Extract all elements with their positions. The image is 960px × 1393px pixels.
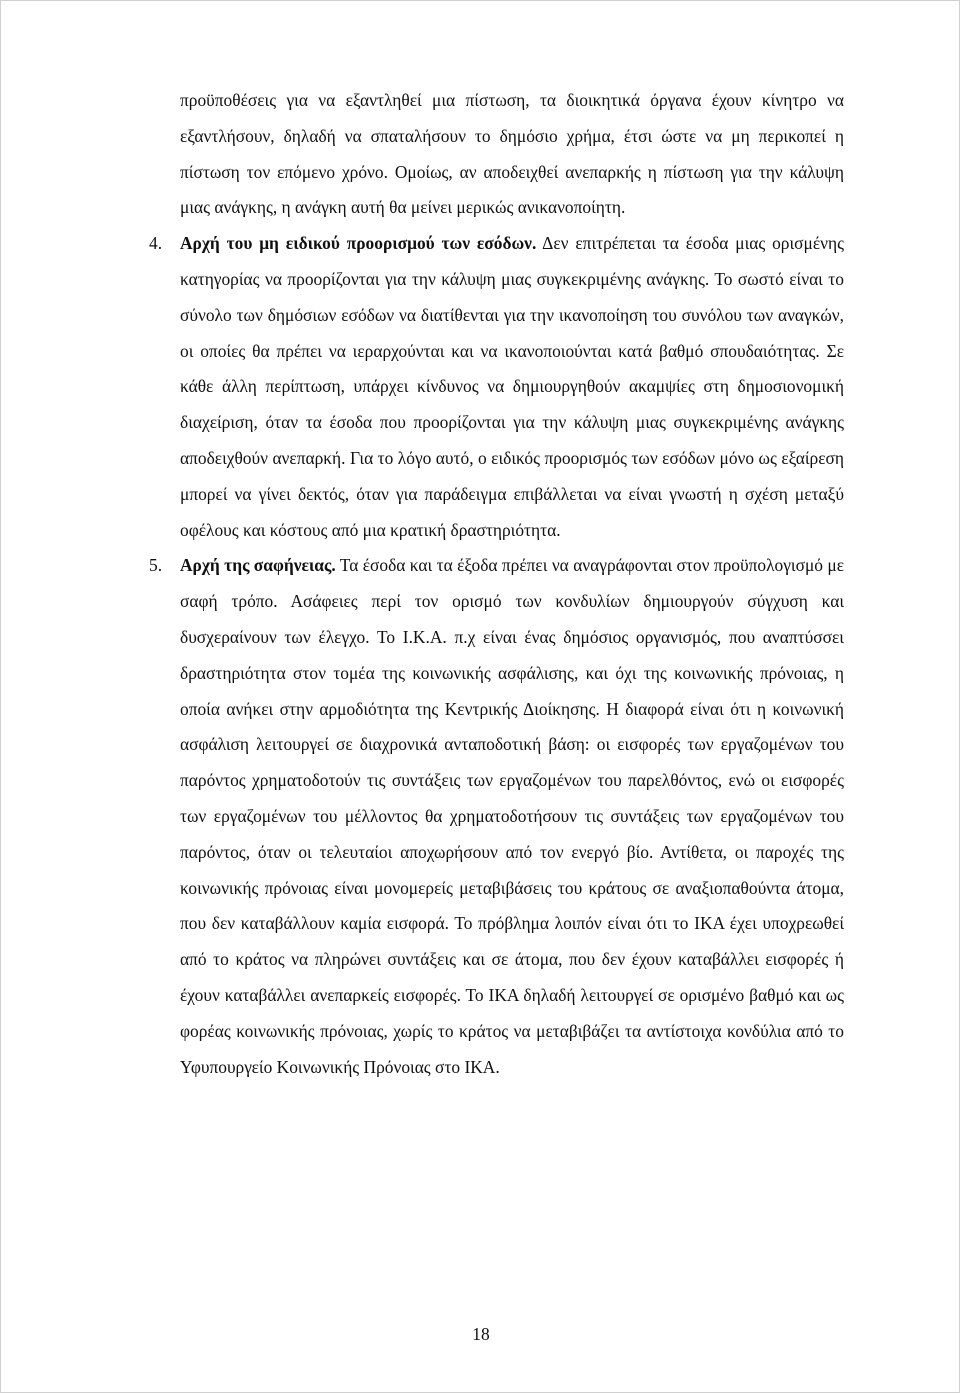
list-item-title: Αρχή της σαφήνειας. [180,555,336,576]
list-item-number: 5. [149,555,163,576]
intro-paragraph: προϋποθέσεις για να εξαντληθεί μια πίστωση, τα διοικητικά όργανα έχουν κίνητρο να εξαντλήσουν, δηλαδή να σπαταλήσουν το δημόσιο χρήμα, έτσι ώστε να μη περικοπεί η πίστωση τον επόμενο χρόνο. Ομοίως, αν αποδειχθεί ανεπαρκής η πίστωση για την κάλυψη μιας ανάγκης, η ανάγκη αυτή θα μείνει μερικώς ανικανοποίητη. [180,90,844,218]
list-item-title: Αρχή του μη ειδικού προορισμού των εσόδων. [180,233,537,254]
page-number: 18 [472,1324,490,1344]
list-item-5 [149,548,844,1085]
list-item-number: 4. [149,233,163,254]
list-item-4 [149,226,844,548]
page-body [149,83,844,1085]
list-item-body: Τα έσοδα και τα έξοδα πρέπει να αναγράφονται στον προϋπολογισμό με σαφή τρόπο. Ασάφειες περί τον ορισμό των κονδυλίων δημιουργούν σύγχυση και δυσχεραίνουν των έλεγχο. Το Ι.Κ.Α. π.χ είναι ένας δημόσιος οργανισμός, που αναπτύσσει δραστηριότητα στον τομέα της κοινωνικής ασφάλισης, και όχι της κοινωνικής πρόνοιας, η οποία ανήκει στην αρμοδιότητα της Κεντρικής Διοίκησης. Η διαφορά είναι ότι η κοινωνική ασφάλιση λειτουργεί σε διαχρονικά ανταποδοτική βάση: οι εισφορές των εργαζομένων του παρόντος χρηματοδοτούν τις συντάξεις των εργαζομένων του παρελθόντος, ενώ οι εισφορές των εργαζομένων του μέλλοντος θα χρηματοδοτήσουν τις συντάξεις των εργαζομένων του παρόντος, όταν οι τελευταίοι αποχωρήσουν από τον ενεργό βίο. Αντίθετα, οι παροχές της κοινωνικής πρόνοιας είναι μονομερείς μεταβιβάσεις του κράτους σε αναξιοπαθούντα άτομα, που δεν καταβάλλουν καμία εισφορά. Το πρόβλημα λοιπόν είναι ότι το ΙΚΑ έχει υποχρεωθεί από το κράτος να πληρώνει συντάξεις και σε άτομα, που δεν έχουν καταβάλλει εισφορές ή έχουν καταβάλλει ανεπαρκείς εισφορές. Το ΙΚΑ δηλαδή λειτουργεί σε ορισμένο βαθμό και ως φορέας κοινωνικής πρόνοιας, χωρίς το κράτος να μεταβιβάζει τα αντίστοιχα κονδύλια από το Υφυπουργείο Κοινωνικής Πρόνοιας στο ΙΚΑ. [180,555,844,1077]
list-item-body: Δεν επιτρέπεται τα έσοδα μιας ορισμένης κατηγορίας να προορίζονται για την κάλυψη μιας συγκεκριμένης ανάγκης. Το σωστό είναι το σύνολο των δημόσιων εσόδων να διατίθενται για την ικανοποίηση του συνόλου των αναγκών, οι οποίες θα πρέπει να ιεραρχούνται και να ικανοποιούνται κατά βαθμό σπουδαιότητας. Σε κάθε άλλη περίπτωση, υπάρχει κίνδυνος να δημιουργηθούν ακαμψίες στη δημοσιονομική διαχείριση, όταν τα έσοδα που προορίζονται για την κάλυψη μιας συγκεκριμένης ανάγκης αποδειχθούν ανεπαρκή. Για το λόγο αυτό, ο ειδικός προορισμός των εσόδων μόνο ως εξαίρεση μπορεί να γίνει δεκτός, όταν για παράδειγμα επιβάλλεται να είναι γνωστή η σχέση μεταξύ οφέλους και κόστους από μια κρατική δραστηριότητα. [180,233,844,540]
